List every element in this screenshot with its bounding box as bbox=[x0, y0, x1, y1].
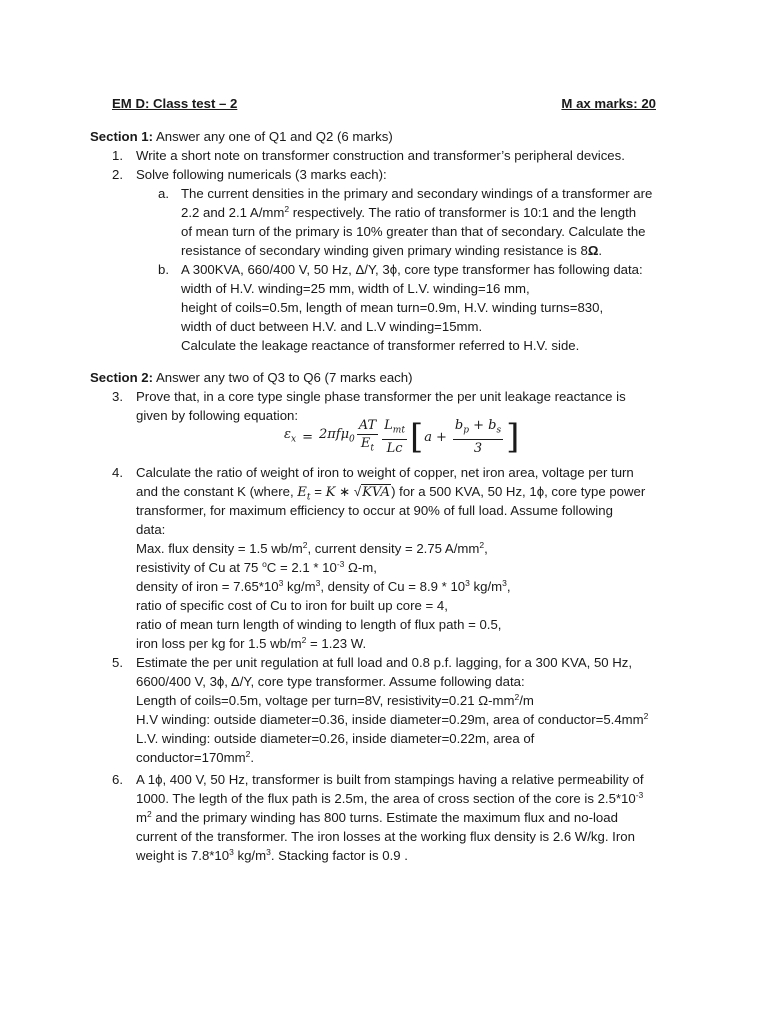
q4-line-6: resistivity of Cu at 75 $^oC = 2.1 * 10^{-3}$ Ω-m, bbox=[136, 559, 377, 575]
q5-line-5: L.V. winding: outside diameter=0.26, inside diameter=0.22m, area of bbox=[136, 731, 535, 746]
q6-line-5: weight is $7.8*10^3$ $kg/m^3$. Stacking factor is 0.9 . bbox=[136, 847, 408, 863]
q2a-line-3: of mean turn of the primary is 10% greater than that of secondary. Calculate the bbox=[181, 224, 646, 239]
q2b-line-1: A 300KVA, 660/400 V, 50 Hz, Δ/Y, 3ϕ, core type transformer has following data: bbox=[181, 262, 643, 277]
formula-coef: 2πfμ$_0$ bbox=[318, 426, 355, 445]
q6-line-3: $m^2$ and the primary winding has 800 turns. Estimate the maximum flux and no-load bbox=[136, 809, 618, 825]
q4-line-4: data: bbox=[136, 522, 166, 537]
q3-line-2: given by following equation: bbox=[136, 408, 299, 423]
q2a-marker: a. bbox=[158, 186, 169, 201]
fraction-lmt-lc: $\frac{L_{mt}}{Lc}$ bbox=[384, 417, 405, 457]
q2a-line-2: 2.2 and 2.1 $A/mm^2$ respectively. The ratio of transformer is 10:1 and the length bbox=[181, 204, 637, 220]
q4-line-9: ratio of mean turn length of winding to length of flux path = 0.5, bbox=[136, 617, 502, 632]
q2b-marker: b. bbox=[158, 262, 169, 277]
q4-number: 4. bbox=[112, 465, 123, 480]
q5-line-1: Estimate the per unit regulation at full load and 0.8 p.f. lagging, for a 300 KVA, 50 Hz, bbox=[136, 655, 633, 670]
q5-line-6: $conductor=170mm^2$. bbox=[136, 749, 254, 765]
q4-line-1: Calculate the ratio of weight of iron to weight of copper, net iron area, voltage per turn bbox=[136, 465, 634, 480]
formula-lhs: $\varepsilon_x$ bbox=[284, 426, 297, 445]
q4-line-7: density of iron = $7.65*10^3$ $kg/m^3$, density of $Cu = 8.9 * 10^3$ $kg/m^3$, bbox=[136, 578, 511, 594]
q4-line-10: iron loss per kg for 1.5 $wb/m^2 = 1.23$ W. bbox=[136, 635, 367, 651]
q6-line-4: current of the transformer. The iron losses at the working flux density is 2.6 W/kg. Iron bbox=[136, 829, 635, 844]
q2b-line-5: Calculate the leakage reactance of transformer referred to H.V. side. bbox=[181, 338, 580, 353]
leakage-reactance-equation: $\varepsilon_x$ = 2πfμ$_0$ $\frac{AT}{E_t}$ $\frac{L_{mt}}{Lc}$ [ a + $\frac{b_p + b_s}{3}$ ] bbox=[284, 417, 520, 457]
q6-line-2: 1000. The legth of the flux path is 2.5m, the area of cross section of the core is $2.5*10^{-3}$ bbox=[136, 790, 644, 806]
fraction-bp-bs: $\frac{b_p + b_s}{3}$ bbox=[454, 417, 502, 457]
q1-text: Write a short note on transformer construction and transformer’s peripheral devices. bbox=[136, 148, 625, 163]
q4-line-2: and the constant K (where, $E_t = K$ ∗ √KVA) for a 500 KVA, 50 Hz, 1ϕ, core type power bbox=[136, 484, 646, 503]
q5-number: 5. bbox=[112, 655, 123, 670]
q2b-line-4: width of duct between H.V. and L.V winding=15mm. bbox=[181, 319, 483, 334]
section-1-heading: Section 1: Answer any one of Q1 and Q2 (6 marks) bbox=[90, 129, 393, 144]
fraction-at-et: $\frac{AT}{E_t}$ bbox=[358, 417, 377, 454]
sqrt-kva: √KVA bbox=[353, 484, 391, 500]
q6-number: 6. bbox=[112, 772, 123, 787]
test-title: EM D: Class test – 2 bbox=[112, 96, 238, 111]
section-2-heading: Section 2: Answer any two of Q3 to Q6 (7 marks each) bbox=[90, 370, 413, 385]
q3-number: 3. bbox=[112, 389, 123, 404]
q3-line-1: Prove that, in a core type single phase transformer the per unit leakage reactance is bbox=[136, 389, 626, 404]
q1-number: 1. bbox=[112, 148, 123, 163]
q2b-line-3: height of coils=0.5m, length of mean turn=0.9m, H.V. winding turns=830, bbox=[181, 300, 604, 315]
q2b-line-2: width of H.V. winding=25 mm, width of L.V. winding=16 mm, bbox=[181, 281, 530, 296]
q2-text: Solve following numericals (3 marks each): bbox=[136, 167, 387, 182]
q6-line-1: A 1ϕ, 400 V, 50 Hz, transformer is built from stampings having a relative permeability of bbox=[136, 772, 644, 787]
q4-line-8: ratio of specific cost of Cu to iron for built up core = 4, bbox=[136, 598, 448, 613]
q4-line-3: transformer, for maximum efficiency to occur at 90% of full load. Assume following bbox=[136, 503, 613, 518]
max-marks: M ax marks: 20 bbox=[561, 96, 656, 111]
test-header bbox=[112, 94, 656, 113]
q5-line-4: H.V winding: outside diameter=0.36, inside diameter=0.29m, area of $conductor=5.4mm^2$ bbox=[136, 711, 649, 727]
q2-number: 2. bbox=[112, 167, 123, 182]
q4-line-5: Max. flux density = 1.5 $wb/m^2$, current density = 2.75 $A/mm^2$, bbox=[136, 540, 488, 556]
q2a-line-4: resistance of secondary winding given primary winding resistance is 8Ω. bbox=[181, 243, 603, 258]
q5-line-2: 6600/400 V, 3ϕ, Δ/Y, core type transformer. Assume following data: bbox=[136, 674, 525, 689]
q5-line-3: Length of coils=0.5m, voltage per turn=8V, resistivity=0.21 $\Omega-mm^2/m$ bbox=[136, 692, 534, 708]
q2a-line-1: The current densities in the primary and secondary windings of a transformer are bbox=[181, 186, 653, 201]
